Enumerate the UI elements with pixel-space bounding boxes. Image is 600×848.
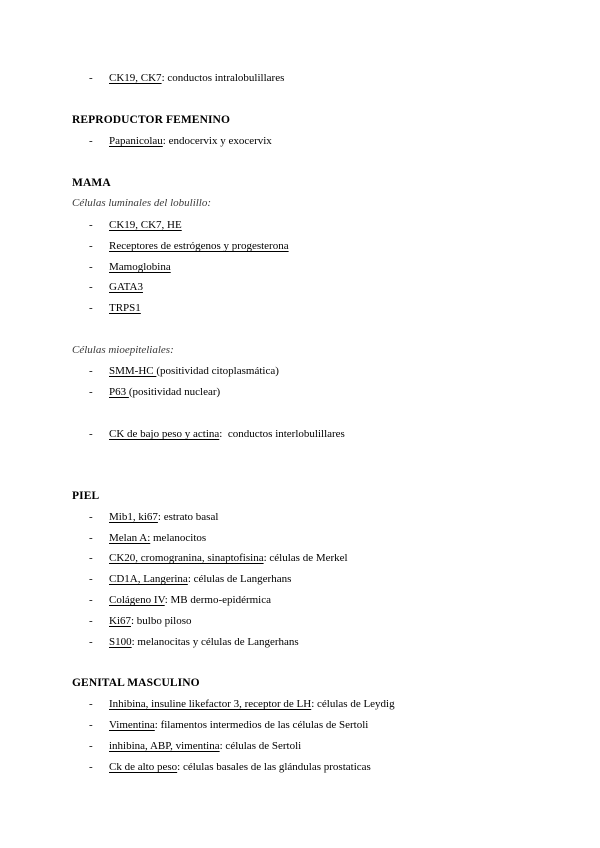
bullet-dash: - xyxy=(89,761,93,773)
list-item xyxy=(89,281,143,293)
item-description: : filamentos intermedios de las células de Sertoli xyxy=(154,719,369,731)
bullet-dash: - xyxy=(89,573,93,585)
list-item xyxy=(89,594,271,606)
section-heading: REPRODUCTOR FEMENINO xyxy=(72,114,231,126)
list-item xyxy=(89,428,345,440)
marker-link[interactable]: GATA3 xyxy=(109,281,143,293)
bullet-dash: - xyxy=(89,219,93,231)
item-description: : células de Sertoli xyxy=(219,740,302,752)
marker-link[interactable]: P63 xyxy=(109,386,129,398)
bullet-dash: - xyxy=(89,615,93,627)
item-description: : células basales de las glándulas prostaticas xyxy=(177,761,371,773)
marker-link[interactable]: CK19, CK7 xyxy=(109,72,162,84)
list-item xyxy=(89,532,206,544)
bullet-dash: - xyxy=(89,740,93,752)
bullet-dash: - xyxy=(89,532,93,544)
bullet-dash: - xyxy=(89,72,93,84)
item-description: : estrato basal xyxy=(157,511,219,523)
list-item xyxy=(89,365,279,377)
item-description: (positividad citoplasmática) xyxy=(156,365,279,377)
bullet-dash: - xyxy=(89,365,93,377)
marker-link[interactable]: Melan A: xyxy=(109,532,151,544)
marker-link[interactable]: CD1A, Langerina xyxy=(109,573,188,585)
list-item xyxy=(89,636,299,648)
subsection-heading: Células mioepiteliales: xyxy=(72,344,174,356)
bullet-dash: - xyxy=(89,636,93,648)
section-heading: PIEL xyxy=(72,490,100,502)
bullet-dash: - xyxy=(89,135,93,147)
item-description: : conductos interlobulillares xyxy=(219,428,345,440)
bullet-dash: - xyxy=(89,428,93,440)
bullet-dash: - xyxy=(89,594,93,606)
item-description: : melanocitas y células de Langerhans xyxy=(131,636,299,648)
list-item xyxy=(89,240,289,252)
item-description: : MB dermo-epidérmica xyxy=(164,594,272,606)
bullet-dash: - xyxy=(89,240,93,252)
marker-link[interactable]: Mamoglobina xyxy=(109,261,171,273)
bullet-dash: - xyxy=(89,698,93,710)
marker-link[interactable]: Ki67 xyxy=(109,615,131,627)
subsection-heading: Células luminales del lobulillo: xyxy=(72,197,212,209)
bullet-dash: - xyxy=(89,281,93,293)
marker-link[interactable]: Inhibina, insuline likefactor 3, receptor de LH xyxy=(109,698,312,710)
list-item xyxy=(89,72,284,84)
list-item xyxy=(89,135,272,147)
marker-link[interactable]: CK de bajo peso y actina xyxy=(109,428,220,440)
item-description: : células de Langerhans xyxy=(187,573,292,585)
marker-link[interactable]: Colágeno IV xyxy=(109,594,165,606)
item-description: : células de Merkel xyxy=(263,552,348,564)
marker-link[interactable]: S100 xyxy=(109,636,132,648)
item-description: (positividad nuclear) xyxy=(128,386,221,398)
item-description: : conductos intralobulillares xyxy=(161,72,285,84)
list-item xyxy=(89,573,291,585)
bullet-dash: - xyxy=(89,302,93,314)
list-item xyxy=(89,261,171,273)
marker-link[interactable]: Ck de alto peso xyxy=(109,761,178,773)
list-item xyxy=(89,302,141,314)
marker-link[interactable]: Vimentina xyxy=(109,719,155,731)
item-description: : bulbo piloso xyxy=(131,615,192,627)
marker-link[interactable]: Papanicolau xyxy=(109,135,163,147)
list-item xyxy=(89,761,371,773)
item-description: melanocitos xyxy=(150,532,207,544)
list-item xyxy=(89,615,192,627)
list-item xyxy=(89,698,395,710)
list-item xyxy=(89,511,218,523)
marker-link[interactable]: Receptores de estrógenos y progesterona xyxy=(109,240,289,252)
list-item xyxy=(89,719,368,731)
list-item xyxy=(89,219,182,231)
section-heading: GENITAL MASCULINO xyxy=(72,677,200,689)
bullet-dash: - xyxy=(89,386,93,398)
marker-link[interactable]: Mib1, ki67 xyxy=(109,511,158,523)
marker-link[interactable]: inhibina, ABP, vimentina xyxy=(109,740,220,752)
list-item xyxy=(89,552,348,564)
item-description: : endocervix y exocervix xyxy=(162,135,272,147)
list-item xyxy=(89,386,220,398)
bullet-dash: - xyxy=(89,261,93,273)
marker-link[interactable]: SMM-HC xyxy=(109,365,157,377)
marker-link[interactable]: TRPS1 xyxy=(109,302,141,314)
bullet-dash: - xyxy=(89,719,93,731)
item-description: : células de Leydig xyxy=(311,698,395,710)
section-heading: MAMA xyxy=(72,177,111,189)
marker-link[interactable]: CK19, CK7, HE xyxy=(109,219,182,231)
list-item xyxy=(89,740,301,752)
bullet-dash: - xyxy=(89,511,93,523)
marker-link[interactable]: CK20, cromogranina, sinaptofisina xyxy=(109,552,264,564)
bullet-dash: - xyxy=(89,552,93,564)
